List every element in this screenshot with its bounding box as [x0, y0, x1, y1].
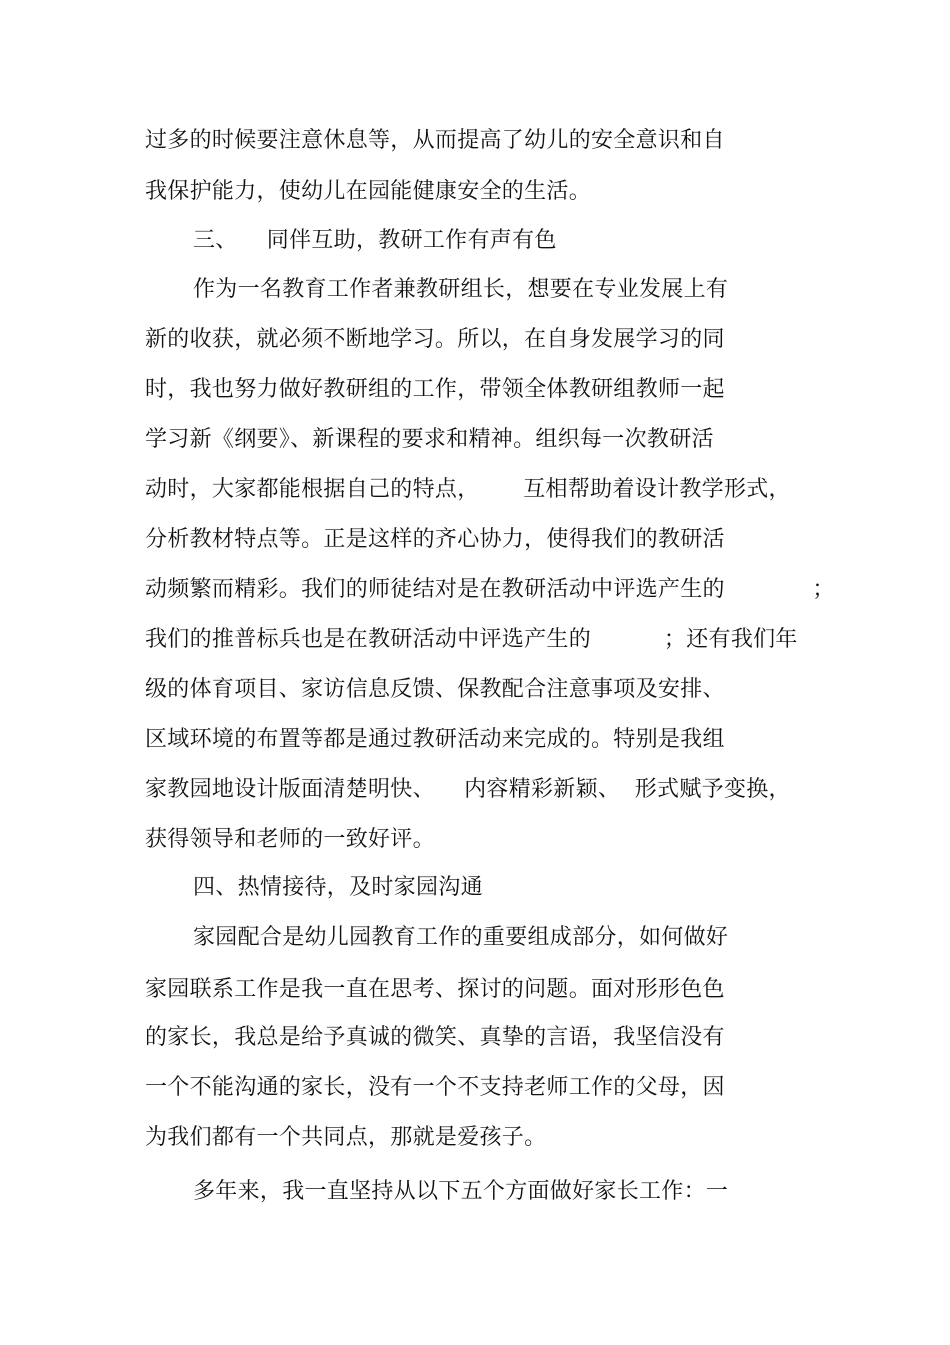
text-line: 时，我也努力做好教研组的工作，带领全体教研组教师一起 [145, 377, 725, 402]
text-line: 分析教材特点等。正是这样的齐心协力，使得我们的教研活 [145, 527, 725, 552]
text-line: 我们的推普标兵也是在教研活动中评选产生的 ；还有我们年 [145, 627, 798, 652]
text-line: 作为一名教育工作者兼教研组长，想要在专业发展上有 [193, 277, 729, 302]
text-line: 级的体育项目、家访信息反馈、保教配合注意事项及安排、 [145, 677, 725, 702]
text-line: 家园联系工作是我一直在思考、探讨的问题。面对形形色色 [145, 977, 725, 1002]
text-line: 多年来，我一直坚持从以下五个方面做好家长工作：一 [193, 1179, 729, 1204]
text-line: 新的收获，就必须不断地学习。所以，在自身发展学习的同 [145, 327, 725, 352]
text-line: 学习新《纲要》、新课程的要求和精神。组织每一次教研活 [145, 427, 714, 452]
text-line: 为我们都有一个共同点，那就是爱孩子。 [145, 1125, 547, 1150]
text-line: 区域环境的布置等都是通过教研活动来完成的。特别是我组 [145, 727, 725, 752]
text-line: 家园配合是幼儿园教育工作的重要组成部分，如何做好 [193, 925, 729, 950]
section-heading: 四、热情接待，及时家园沟通 [193, 875, 483, 900]
text-line: 获得领导和老师的一致好评。 [145, 827, 435, 852]
text-line: 的家长，我总是给予真诚的微笑、真挚的言语，我坚信没有 [145, 1025, 725, 1050]
text-line: 过多的时候要注意休息等，从而提高了幼儿的安全意识和自 [145, 128, 725, 153]
section-heading: 三、 同伴互助，教研工作有声有色 [193, 228, 557, 253]
text-line: 一个不能沟通的家长，没有一个不支持老师工作的父母，因 [145, 1075, 725, 1100]
text-line: 动频繁而精彩。我们的师徒结对是在教研活动中评选产生的 ； [145, 577, 835, 602]
text-line: 我保护能力，使幼儿在园能健康安全的生活。 [145, 179, 592, 204]
text-line: 动时，大家都能根据自己的特点， 互相帮助着设计教学形式， [145, 477, 791, 502]
text-line: 家教园地设计版面清楚明快、 内容精彩新颖、 形式赋予变换， [145, 777, 791, 802]
